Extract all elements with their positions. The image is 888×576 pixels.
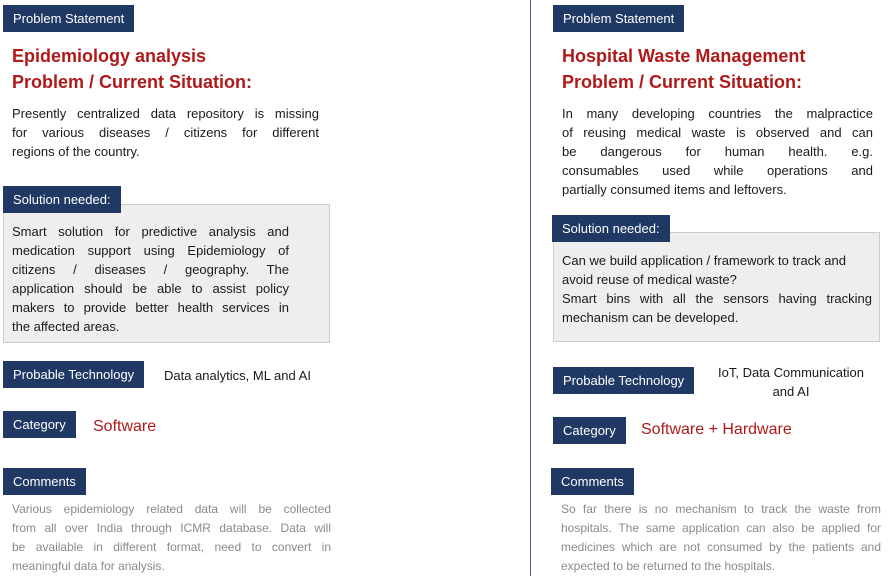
- text-line: partially consumed items and leftovers.: [562, 182, 787, 197]
- text-line: and AI: [772, 384, 810, 399]
- text-line: Can we build application / framework to track and: [562, 253, 846, 268]
- text-line: Various epidemiology related data will be collected: [12, 502, 331, 516]
- right-tech-label: Probable Technology: [553, 367, 694, 394]
- right-problem-statement-label: Problem Statement: [553, 5, 684, 32]
- text-line: regions of the country.: [12, 144, 140, 159]
- left-tech-label: Probable Technology: [3, 361, 144, 388]
- text-line: be dangerous for human health. e.g.: [562, 144, 873, 159]
- left-problem-text: [12, 104, 319, 161]
- left-problem-statement-label: Problem Statement: [3, 5, 134, 32]
- right-comments-text: [561, 500, 881, 576]
- column-divider: [530, 0, 531, 576]
- left-category-value: Software: [93, 418, 157, 435]
- left-title: [12, 43, 252, 95]
- text-line: IoT, Data Communication: [718, 365, 864, 380]
- text-line: Smart bins with all the sensors having tracking: [562, 291, 872, 306]
- right-category-value: Software + Hardware: [641, 421, 792, 438]
- left-title-line: Problem / Current Situation:: [12, 72, 253, 92]
- text-line: citizens / diseases / geography. The: [12, 262, 289, 277]
- text-line: application should be able to assist policy: [12, 281, 289, 296]
- left-tech-value: Data analytics, ML and AI: [164, 368, 311, 383]
- right-tech-value: [706, 363, 876, 401]
- left-title-line: Epidemiology analysis: [12, 46, 207, 66]
- left-comments-label: Comments: [3, 468, 86, 495]
- text-line: mechanism can be developed.: [562, 310, 739, 325]
- text-line: avoid reuse of medical waste?: [562, 272, 737, 287]
- text-line: from all over India through ICMR database. Data will: [12, 521, 331, 535]
- right-title: [562, 43, 805, 95]
- left-solution-text: [12, 222, 289, 336]
- text-line: Presently centralized data repository is missing: [12, 106, 319, 121]
- text-line: Smart solution for predictive analysis and: [12, 224, 289, 239]
- left-category-label: Category: [3, 411, 76, 438]
- right-title-line: Hospital Waste Management: [562, 46, 806, 66]
- text-line: be available in different format, need to convert in: [12, 540, 331, 554]
- text-line: for various diseases / citizens for different: [12, 125, 319, 140]
- right-solution-label: Solution needed:: [552, 215, 670, 242]
- text-line: medication support using Epidemiology of: [12, 243, 289, 258]
- right-solution-text: [562, 251, 872, 327]
- text-line: In many developing countries the malpractice: [562, 106, 873, 121]
- text-line: of reusing medical waste is observed and can: [562, 125, 873, 140]
- right-title-line: Problem / Current Situation:: [562, 72, 803, 92]
- left-solution-label: Solution needed:: [3, 186, 121, 213]
- right-category-label: Category: [553, 417, 626, 444]
- text-line: makers to provide better health services in: [12, 300, 289, 315]
- right-comments-label: Comments: [551, 468, 634, 495]
- text-line: hospitals. The same application can also be applied for: [561, 521, 881, 535]
- text-line: expected to be returned to the hospitals.: [561, 559, 776, 573]
- text-line: the affected areas.: [12, 319, 120, 334]
- text-line: medicines which are not consumed by the patients and: [561, 540, 881, 554]
- text-line: consumables used while operations and: [562, 163, 873, 178]
- left-comments-text: [12, 500, 331, 576]
- text-line: So far there is no mechanism to track the waste from: [561, 502, 881, 516]
- right-problem-text: [562, 104, 873, 199]
- text-line: meaningful data for analysis.: [12, 559, 165, 573]
